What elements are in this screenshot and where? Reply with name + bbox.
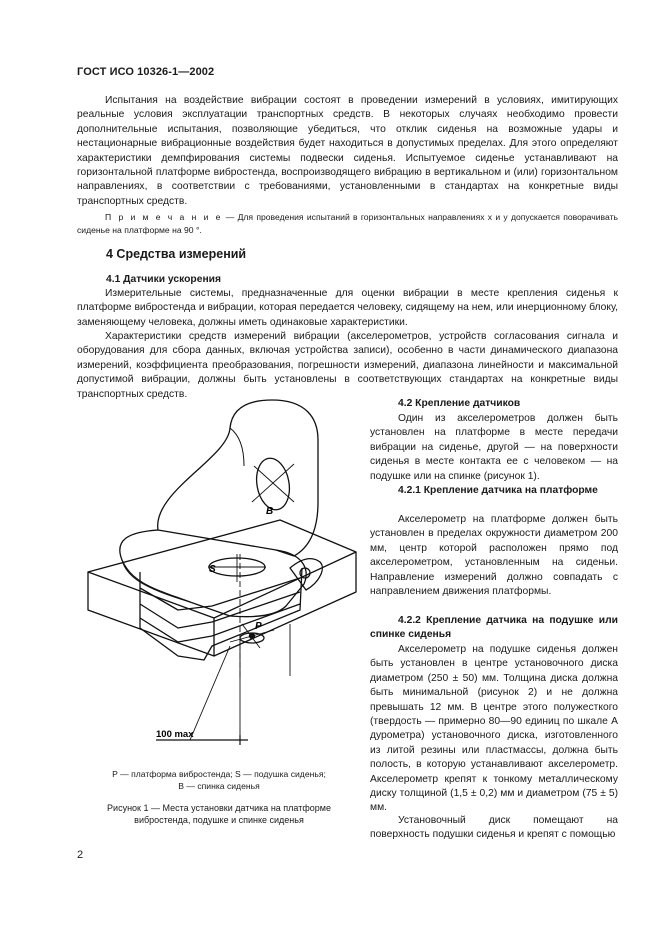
figure-1-caption-line-2: вибростенда, подушке и спинке сиденья [134, 815, 304, 825]
figure-1-caption-line-1: Рисунок 1 — Места установки датчика на платформе [107, 803, 331, 813]
section-4-2-1-title: 4.2.1 Крепление датчика на платформе [398, 485, 598, 496]
label-B: B [266, 506, 274, 517]
figure-1-legend-line-2: B — спинка сиденья [178, 781, 260, 791]
section-4-title: 4 Средства измерений [106, 247, 247, 261]
page-number: 2 [77, 849, 84, 861]
section-4-2-2-paragraph-2: Установочный диск помещают на поверхность подушки сиденья и крепят с помощью [370, 815, 618, 841]
label-P: P [255, 621, 262, 632]
figure-1-seat-drawing [80, 392, 365, 762]
note-text: — Для проведения испытаний в горизонтальных направлениях x и y допускается поворачивать сиденье на платформе на 90 °. [77, 212, 619, 235]
section-4-2-2-title: 4.2.2 Крепление датчика на подушке или спинке сиденья [370, 615, 618, 641]
note-label: П р и м е ч а н и е [105, 212, 223, 222]
section-4-2-2-paragraph-1: Акселерометр на подушке сиденья должен быть установлен в центре установочного диска диаметром (250 ± 50) мм. Толщина диска должна быть минимальной (рисунок 2) и не должна превышать 12 мм. В центре этого полужесткого (твердость — примерно 80—90 единиц по шкале А дурометра) установочного диска, изготовленного из литой резины или пластмассы, должна быть полость, в которую устанавливают акселерометр. Акселерометр крепят к тонкому металлическому диску толщиной (1,5 ± 0,2) мм и диаметром (75 ± 5) мм. [370, 644, 618, 814]
dimension-label: 100 max [156, 729, 194, 740]
label-S: S [209, 564, 216, 575]
seat-backrest-outline [158, 400, 318, 556]
figure-1-caption [80, 802, 358, 826]
section-4-1-title: 4.1 Датчики ускорения [106, 274, 222, 285]
section-4-1-paragraph-2: Характеристики средств измерений вибрации (акселерометров, устройств согласования сигнала и оборудования для сбора данных, включая устройства записи), особенно в части динамического диапазона измерений, коэффициента преобразования, погрешности измерений, диапазона линейности и максимальной допустимой вибрации, должны быть установлены в соответствующих стандартах на конкретные виды транспортных средств. [77, 331, 618, 400]
backrest-disc [253, 456, 294, 513]
intro-note [77, 211, 618, 237]
figure-1-legend [80, 768, 358, 792]
standard-header: ГОСТ ИСО 10326-1—2002 [77, 66, 215, 78]
section-4-1-paragraph-1: Измерительные системы, предназначенные для оценки вибрации в месте крепления сиденья к платформе вибростенда и вибрации, которая передается человеку, сидящему на нем, или инерционному блоку, заменяющему человека, должны иметь одинаковые характеристики. [77, 288, 618, 328]
intro-paragraph: Испытания на воздействие вибрации состоят в проведении измерений в условиях, имитирующих реальные условия эксплуатации транспортных средств. В некоторых случаях необходимо провести дополнительные испытания, позволяющие убедиться, что отклик сиденья на возможные удары и нестационарные вибрационные воздействия будет находиться в допустимых пределах. Для этого определяют характеристики демпфирования системы подвески сиденья. Испытуемое сиденье устанавливают на горизонтальной платформе вибростенда, воспроизводящего вибрацию в вертикальном и (или) горизонтальном направлениях, в соответствии с требованиями, установленными в стандартах на конкретные виды транспортных средств. [77, 95, 618, 207]
section-4-2-title: 4.2 Крепление датчиков [398, 398, 521, 409]
figure-1-legend-line-1: P — платформа вибростенда; S — подушка сиденья; [112, 769, 326, 779]
platform-left-face [88, 572, 214, 656]
suspension-bellows [140, 568, 302, 660]
section-4-2-paragraph: Один из акселерометров должен быть установлен на платформе в месте передачи вибрации на сиденье, другой — на поверхности сиденья в месте контакта ее с человеком — на подушке или на спинке (рисунок 1). [370, 413, 618, 482]
section-4-2-1-paragraph: Акселерометр на платформе должен быть установлен в пределах окружности диаметром 200 мм, центр которой расположен прямо под акселерометром, установленным на сиденьи. Направление измерений должно совпадать с направлением движения платформы. [370, 514, 618, 598]
